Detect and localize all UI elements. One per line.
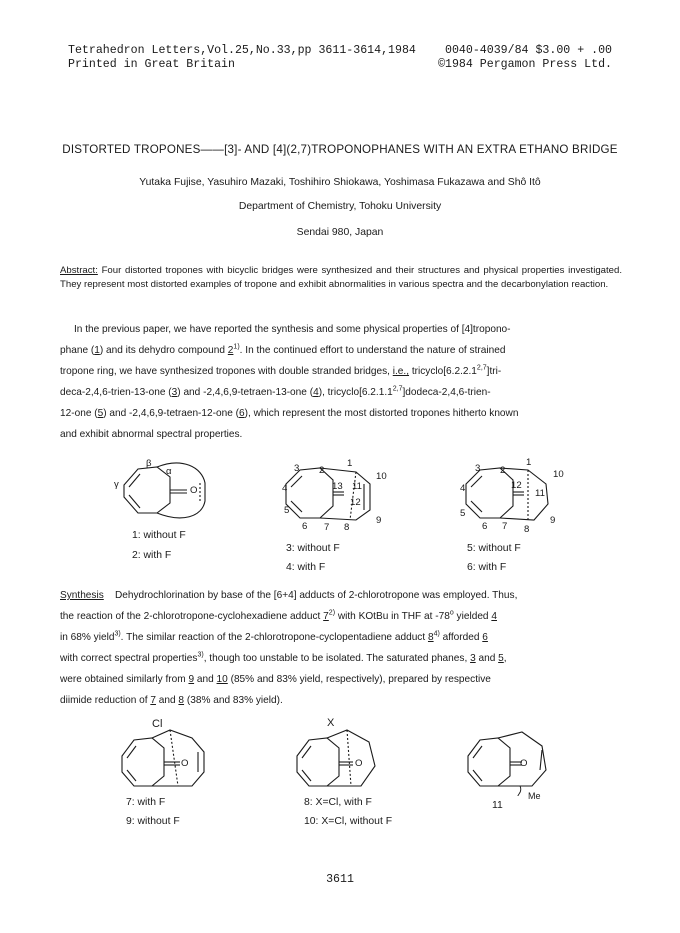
page-number: 3611 xyxy=(326,873,354,886)
synthesis-line-5: were obtained similarly from 9 and 10 (85% and 83% yield, respectively), prepared by respective xyxy=(60,674,491,685)
label-compound-9: 9: without F xyxy=(126,816,180,827)
intro-line-2: phane (1) and its dehydro compound 2$^{1)}$. In the continued effort to understand the nature of strained xyxy=(60,343,506,356)
substituent-x: X xyxy=(327,717,335,729)
structure-7-9-drawing xyxy=(112,728,222,798)
label-compound-1: 1: without F xyxy=(132,530,186,541)
tropone-ring xyxy=(297,738,339,786)
substituent-cl: Cl xyxy=(152,718,163,730)
label-compound-3: 3: without F xyxy=(286,543,340,554)
abstract-label: Abstract: xyxy=(60,265,98,276)
label-compound-8: 8: X=Cl, with F xyxy=(304,797,372,808)
journal-price xyxy=(438,44,612,72)
synthesis-line-4: with correct spectral properties$^{3)}$, though too unstable to be isolated. The saturated phanes, 3 and 5, xyxy=(60,651,507,664)
intro-line-6: and exhibit abnormal spectral properties. xyxy=(60,429,243,440)
intro-line-3: tropone ring, we have synthesized tropones with double stranded bridges, i.e., tricyclo[6.2.2.1$^{2,7}$]tri- xyxy=(60,364,502,377)
section-heading: Synthesis xyxy=(60,590,104,601)
structure-11-drawing xyxy=(460,730,560,796)
tropone-ring xyxy=(468,738,510,786)
journal-citation xyxy=(68,44,416,72)
affiliation: Department of Chemistry, Tohoku University xyxy=(238,201,442,212)
label-compound-10: 10: X=Cl, without F xyxy=(304,816,393,827)
intro-line-1: In the previous paper, we have reported the synthesis and some physical properties of [4]tropono- xyxy=(74,324,511,335)
tropone-ring xyxy=(466,468,513,518)
synthesis-line-3: in 68% yield$^{3)}$. The similar reaction of the 2-chlorotropone-cyclopentadiene adduct 8$^{4)}$ afforded 6 xyxy=(60,630,488,643)
structure-8-10-drawing xyxy=(287,728,397,798)
printed-line: Printed in Great Britain xyxy=(68,58,235,71)
tropone-ring xyxy=(124,467,170,513)
reference: 1) xyxy=(233,343,240,351)
label-compound-4: 4: with F xyxy=(286,562,326,573)
address: Sendai 980, Japan xyxy=(296,227,384,238)
synthesis-line-6: diimide reduction of 7 and 8 (38% and 83% yield). xyxy=(60,695,283,706)
price-line: 0040-4039/84 $3.00 + .00 xyxy=(445,44,612,57)
label-compound-6: 6: with F xyxy=(467,562,507,573)
label-compound-5: 5: without F xyxy=(467,543,521,554)
compound-ref: 1 xyxy=(94,345,100,356)
author-list: Yutaka Fujise, Yasuhiro Mazaki, Toshihiro Shiokawa, Yoshimasa Fukazawa and Shô Itô xyxy=(139,177,541,188)
synthesis-paragraph xyxy=(60,585,622,711)
label-compound-7: 7: with F xyxy=(126,797,166,808)
copyright-line: ©1984 Pergamon Press Ltd. xyxy=(438,58,612,71)
synthesis-line-2: the reaction of the 2-chlorotropone-cyclohexadiene adduct 7$^{2)}$ with KOtBu in THF at -78$^o$ yielded 4 xyxy=(60,609,497,622)
abstract xyxy=(60,264,622,291)
journal-line: Tetrahedron Letters,Vol.25,No.33,pp 3611-3614,1984 xyxy=(68,44,416,57)
label-compound-2: 2: with F xyxy=(132,550,172,561)
intro-paragraph xyxy=(60,319,622,445)
compound-ref: 2 xyxy=(227,345,234,356)
label-compound-11: 11 xyxy=(492,800,503,811)
intro-line-5: 12-one (5) and -2,4,6,9-tetraen-12-one (6), which represent the most distorted tropones hitherto known xyxy=(60,408,519,419)
synthesis-line-1: Synthesis Dehydrochlorination by base of the [6+4] adducts of 2-chlorotropone was employed. Thus, xyxy=(60,590,518,601)
tropone-ring xyxy=(122,738,164,786)
paper-title: DISTORTED TROPONES——[3]- AND [4](2,7)TROPONOPHANES WITH AN EXTRA ETHANO BRIDGE xyxy=(62,143,618,156)
abstract-text: Four distorted tropones with bicyclic bridges were synthesized and their structures and physical properties investigated. They represent most distorted examples of tropone and exhibit abnormalities in various spectra and the decarbonylation reaction. xyxy=(60,265,622,290)
substituent-me: Me xyxy=(528,791,541,801)
tropone-ring xyxy=(286,468,333,518)
intro-line-4: deca-2,4,6-trien-13-one (3) and -2,4,6,9-tetraen-13-one (4), tricyclo[6.2.1.1$^{2,7}$]dodeca-2,4,6-trien- xyxy=(60,385,491,398)
